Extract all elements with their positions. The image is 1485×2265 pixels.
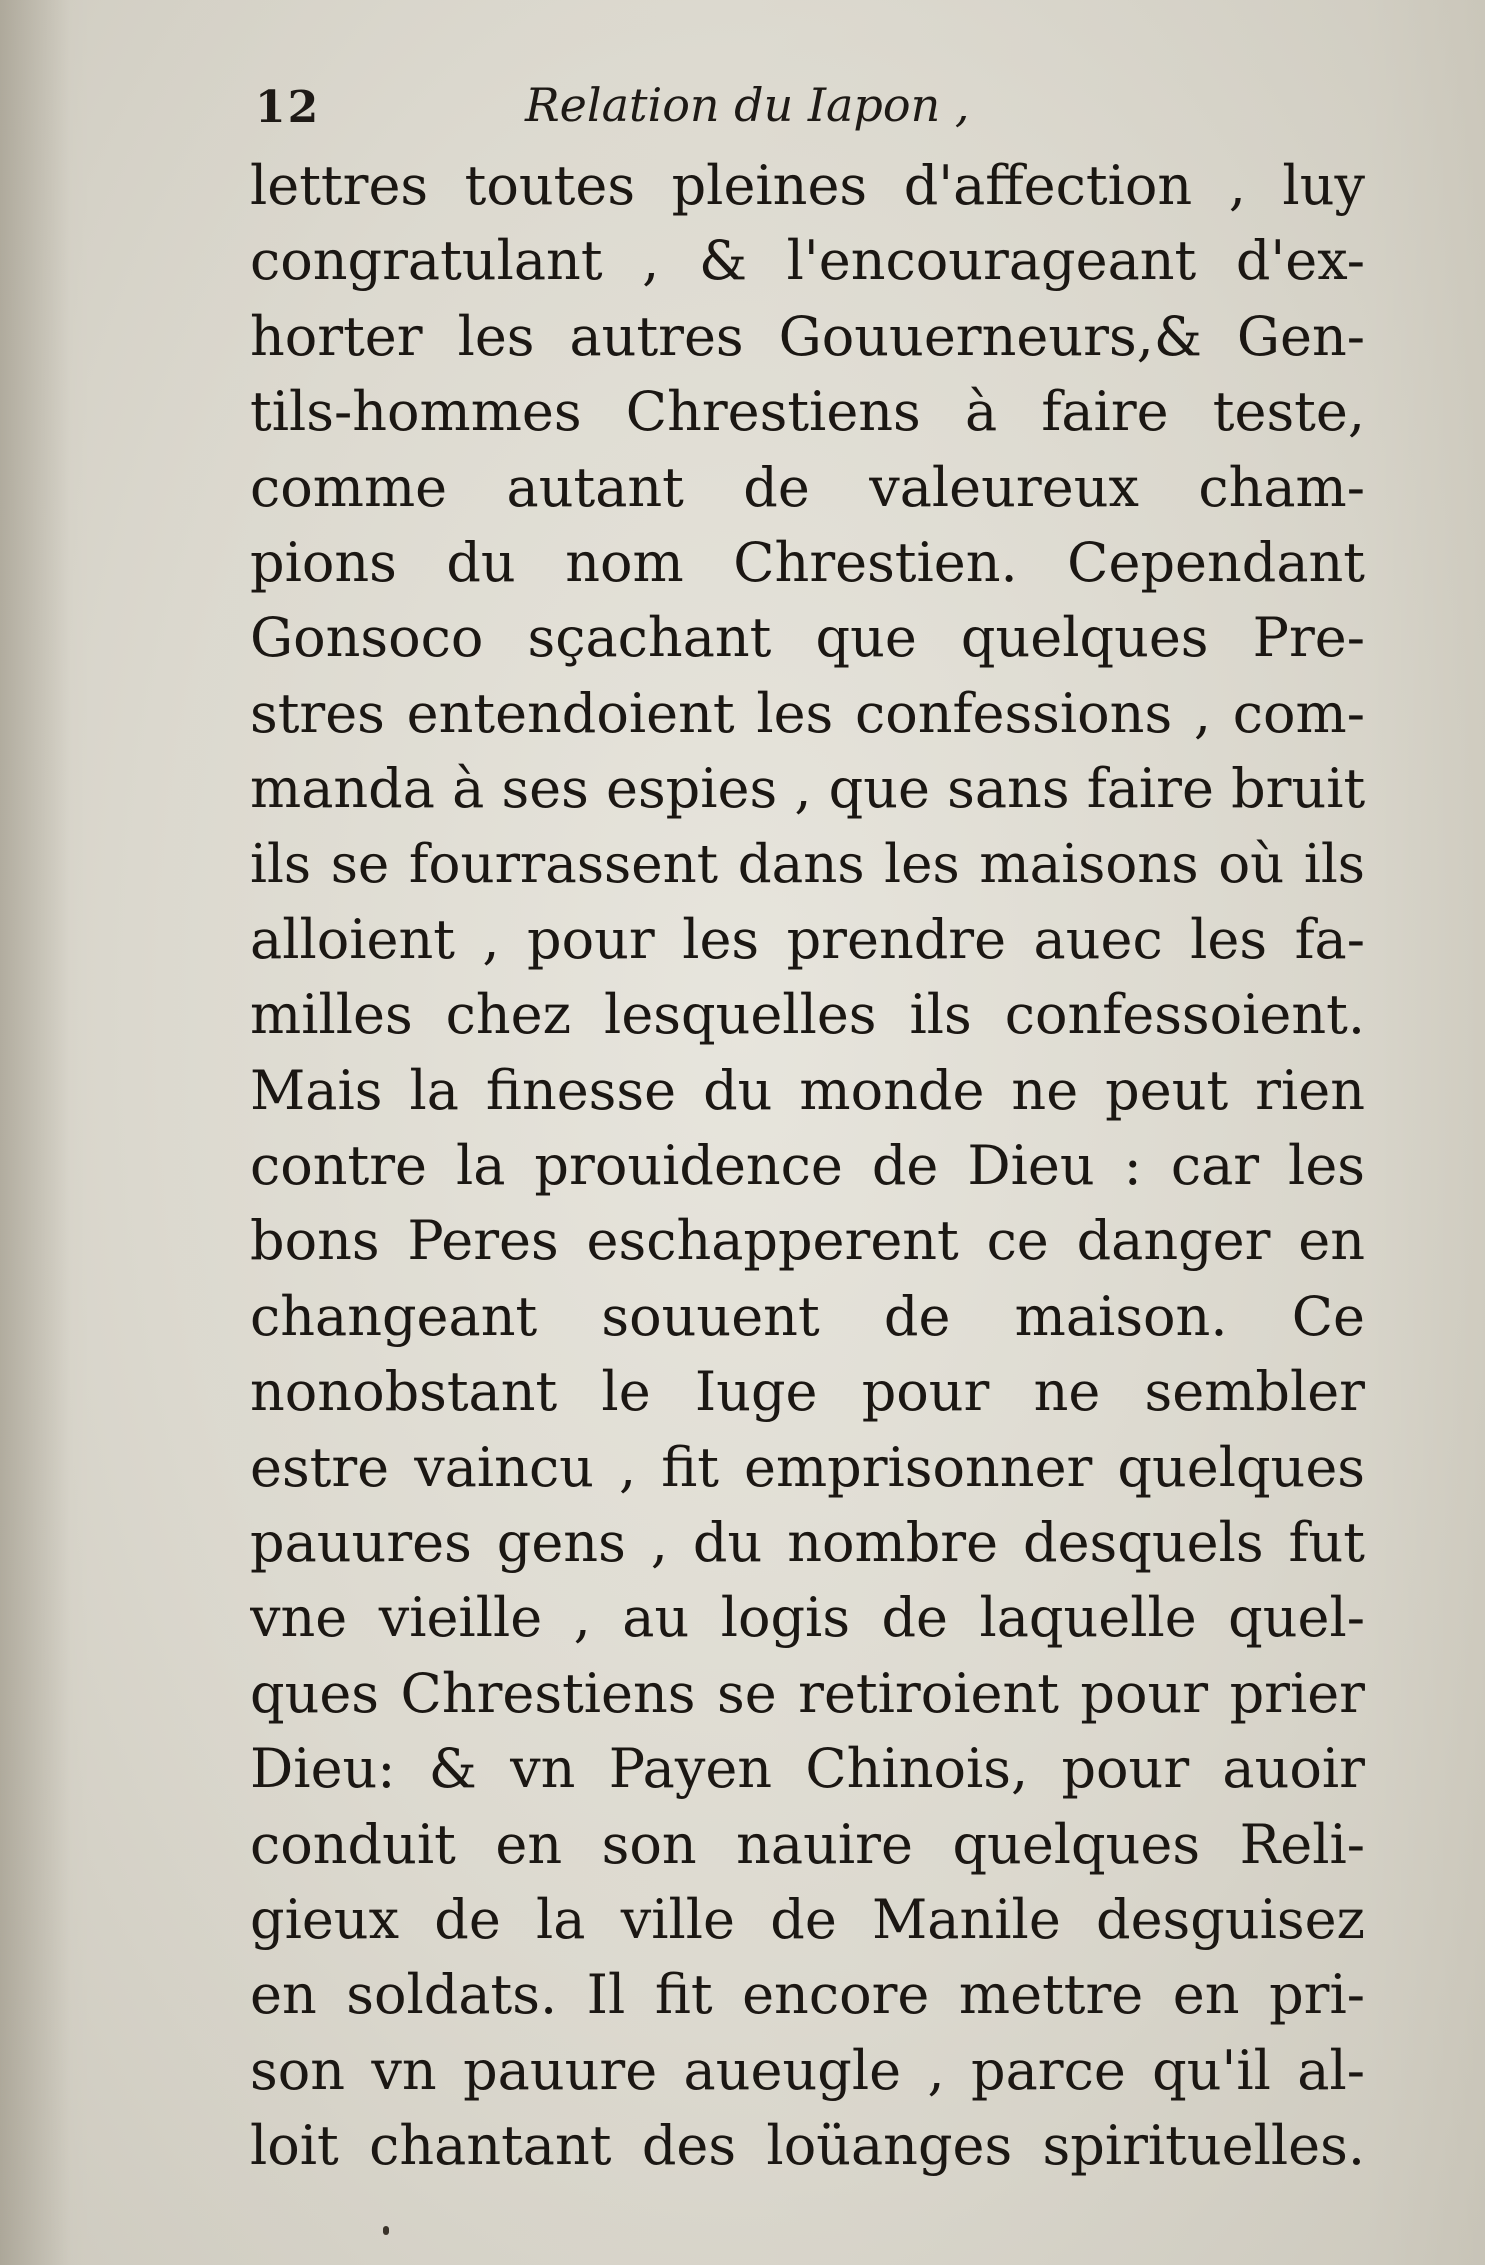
- text-line: bons Peres eschapperent ce danger en: [250, 1209, 1365, 1273]
- text-line: changeant souuent de maison. Ce: [250, 1284, 1365, 1348]
- page-header: [255, 78, 1015, 148]
- text-line: milles chez lesquelles ils confessoient.: [250, 983, 1365, 1047]
- text-line: estre vaincu , fit emprisonner quelques: [250, 1435, 1365, 1499]
- ink-speck: [383, 2226, 389, 2235]
- text-line: lettres toutes pleines d'affection , luy: [250, 154, 1365, 217]
- text-line: vne vieille , au logis de laquelle quel-: [250, 1586, 1365, 1650]
- running-title: Relation du Iapon ,: [525, 78, 970, 132]
- text-line: nonobstant le Iuge pour ne sembler: [250, 1360, 1365, 1424]
- text-line: congratulant , & l'encourageant d'ex-: [250, 229, 1365, 293]
- text-line: pauures gens , du nombre desquels fut: [250, 1511, 1365, 1575]
- text-line: pions du nom Chrestien. Cependant: [250, 530, 1365, 594]
- text-line: loit chantant des loüanges spirituelles.: [250, 2114, 1365, 2178]
- text-line: ils se fourrassent dans les maisons où ils: [250, 833, 1365, 895]
- text-line: son vn pauure aueugle , parce qu'il al-: [250, 2038, 1365, 2102]
- text-line: tils-hommes Chrestiens à faire teste,: [250, 380, 1365, 444]
- text-line: manda à ses espies , que sans faire bruit: [250, 757, 1365, 821]
- text-line: stres entendoient les confessions , com-: [250, 681, 1365, 745]
- gutter-shadow: [0, 0, 70, 2265]
- text-line: horter les autres Gouuerneurs,& Gen-: [250, 304, 1365, 368]
- text-line: ques Chrestiens se retiroient pour prier: [250, 1661, 1365, 1725]
- page-number: 12: [255, 82, 321, 133]
- text-line: comme autant de valeureux cham-: [250, 455, 1365, 519]
- text-line: Dieu: & vn Payen Chinois, pour auoir: [250, 1737, 1365, 1801]
- text-line: Mais la finesse du monde ne peut rien: [250, 1058, 1365, 1122]
- body-text: [250, 148, 1365, 2184]
- text-line: alloient , pour les prendre auec les fa-: [250, 907, 1365, 971]
- text-line: gieux de la ville de Manile desguisez: [250, 1887, 1365, 1951]
- text-line: Gonsoco sçachant que quelques Pre-: [250, 606, 1365, 670]
- text-line: conduit en son nauire quelques Reli-: [250, 1812, 1365, 1876]
- text-line: en soldats. Il fit encore mettre en pri-: [250, 1963, 1365, 2027]
- text-line: contre la prouidence de Dieu : car les: [250, 1134, 1365, 1198]
